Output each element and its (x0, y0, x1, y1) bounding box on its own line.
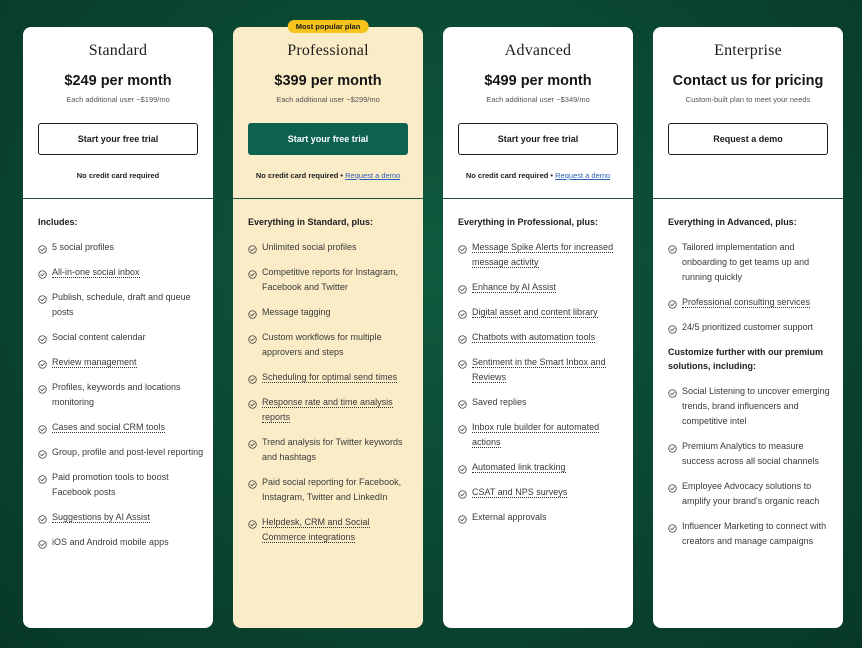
check-circle-icon (458, 359, 467, 368)
check-circle-icon (248, 519, 257, 528)
feature-link[interactable]: Cases and social CRM tools (52, 422, 166, 432)
feature-item (458, 355, 625, 385)
feature-item (248, 240, 415, 255)
no-credit-card-note (443, 171, 633, 180)
feature-item (668, 439, 835, 469)
check-circle-icon (458, 244, 467, 253)
no-credit-card-note (233, 171, 423, 180)
feature-item (458, 305, 625, 320)
start-free-trial-button[interactable]: Start your free trial (458, 123, 618, 155)
check-circle-icon (458, 309, 467, 318)
check-circle-icon (38, 334, 47, 343)
plan-additional-user-price: Each additional user ~$199/mo (66, 95, 170, 104)
feature-list (458, 215, 625, 535)
feature-list (668, 215, 835, 559)
feature-item (38, 510, 205, 525)
feature-text: Influencer Marketing to connect with creators and manage campaigns (682, 521, 827, 546)
feature-text: Social Listening to uncover emerging trends, brand influencers and competitive intel (682, 386, 830, 426)
plan-card-enterprise (653, 27, 843, 628)
feature-link[interactable]: Review management (52, 357, 137, 367)
feature-link[interactable]: Message Spike Alerts for increased message activity (472, 242, 614, 267)
check-circle-icon (38, 449, 47, 458)
plan-additional-user-price: Each additional user ~$299/mo (276, 95, 380, 104)
check-circle-icon (38, 424, 47, 433)
check-circle-icon (248, 479, 257, 488)
feature-item (248, 330, 415, 360)
check-circle-icon (38, 384, 47, 393)
most-popular-badge: Most popular plan (288, 20, 369, 33)
feature-item (248, 435, 415, 465)
no-credit-card-note (23, 171, 213, 180)
feature-link[interactable]: Professional consulting services (682, 297, 811, 307)
divider (23, 198, 213, 199)
feature-item (248, 475, 415, 505)
feature-item (38, 420, 205, 435)
plan-card-advanced (443, 27, 633, 628)
feature-text: Custom workflows for multiple approvers and steps (262, 332, 382, 357)
feature-text: Trend analysis for Twitter keywords and hashtags (262, 437, 403, 462)
feature-text: Message tagging (262, 307, 331, 317)
feature-text: External approvals (472, 512, 547, 522)
feature-text: Group, profile and post-level reporting (52, 447, 204, 457)
feature-item (668, 320, 835, 335)
feature-text: 24/5 prioritized customer support (682, 322, 814, 332)
check-circle-icon (668, 443, 677, 452)
feature-link[interactable]: Suggestions by AI Assist (52, 512, 151, 522)
plan-price: $249 per month (64, 73, 172, 89)
plan-name: Professional (287, 42, 369, 59)
feature-link[interactable]: Helpdesk, CRM and Social Commerce integrations (262, 517, 370, 542)
plan-card-professional (233, 22, 423, 628)
feature-item (248, 515, 415, 545)
feature-item (38, 290, 205, 320)
feature-item (458, 460, 625, 475)
note-text: No credit card required (76, 171, 160, 180)
check-circle-icon (458, 284, 467, 293)
feature-item (38, 380, 205, 410)
feature-text: Paid promotion tools to boost Facebook posts (52, 472, 169, 497)
start-free-trial-button[interactable]: Start your free trial (38, 123, 198, 155)
check-circle-icon (458, 399, 467, 408)
feature-item (458, 240, 625, 270)
plan-price: $499 per month (484, 73, 592, 89)
feature-item (38, 535, 205, 550)
feature-text: Saved replies (472, 397, 527, 407)
request-demo-link[interactable]: Request a demo (555, 171, 611, 180)
check-circle-icon (668, 324, 677, 333)
feature-item (458, 280, 625, 295)
feature-item (458, 395, 625, 410)
feature-item (248, 305, 415, 320)
feature-link[interactable]: CSAT and NPS surveys (472, 487, 568, 497)
feature-item (668, 519, 835, 549)
check-circle-icon (38, 294, 47, 303)
feature-item (248, 265, 415, 295)
divider (233, 198, 423, 199)
feature-item (248, 370, 415, 385)
feature-item (668, 479, 835, 509)
feature-text: Unlimited social profiles (262, 242, 357, 252)
plan-price: $399 per month (274, 73, 382, 89)
plan-price: Contact us for pricing (672, 73, 824, 89)
feature-link[interactable]: Digital asset and content library (472, 307, 598, 317)
check-circle-icon (458, 514, 467, 523)
feature-text: Social content calendar (52, 332, 146, 342)
plan-name: Advanced (504, 42, 572, 59)
check-circle-icon (668, 299, 677, 308)
check-circle-icon (668, 523, 677, 532)
plan-additional-user-price: Each additional user ~$349/mo (486, 95, 590, 104)
feature-text: Publish, schedule, draft and queue posts (52, 292, 191, 317)
check-circle-icon (38, 244, 47, 253)
plan-card-standard (23, 27, 213, 628)
feature-item (38, 265, 205, 280)
feature-section-heading: Customize further with our premium solutions, including: (668, 347, 824, 371)
plan-name: Standard (88, 42, 148, 59)
feature-link[interactable]: Inbox rule builder for automated actions (472, 422, 600, 447)
divider (443, 198, 633, 199)
feature-text: iOS and Android mobile apps (52, 537, 169, 547)
feature-section-heading: Everything in Standard, plus: (248, 217, 374, 227)
feature-text: 5 social profiles (52, 242, 115, 252)
feature-item (458, 330, 625, 345)
note-text: No credit card required • (465, 171, 554, 180)
feature-item (38, 240, 205, 255)
plan-name: Enterprise (714, 42, 782, 59)
feature-item (458, 420, 625, 450)
feature-link[interactable]: Automated link tracking (472, 462, 566, 472)
divider (653, 198, 843, 199)
check-circle-icon (248, 244, 257, 253)
feature-link[interactable]: Chatbots with automation tools (472, 332, 596, 342)
check-circle-icon (248, 399, 257, 408)
feature-link[interactable]: Scheduling for optimal send times (262, 372, 398, 382)
feature-item (668, 384, 835, 429)
feature-text: Tailored implementation and onboarding to get teams up and running quickly (682, 242, 810, 282)
feature-text: Competitive reports for Instagram, Facebook and Twitter (262, 267, 399, 292)
check-circle-icon (668, 244, 677, 253)
feature-item (458, 510, 625, 525)
feature-list (38, 215, 205, 560)
feature-item (38, 470, 205, 500)
feature-text: Employee Advocacy solutions to amplify your brand's organic reach (682, 481, 820, 506)
check-circle-icon (668, 483, 677, 492)
feature-link[interactable]: Response rate and time analysis reports (262, 397, 393, 422)
feature-item (668, 240, 835, 285)
feature-link[interactable]: Sentiment in the Smart Inbox and Reviews (472, 357, 606, 382)
check-circle-icon (248, 374, 257, 383)
feature-item (458, 485, 625, 500)
feature-list (248, 215, 415, 555)
feature-section-heading: Everything in Advanced, plus: (668, 217, 797, 227)
plan-tagline: Custom-built plan to meet your needs (685, 95, 811, 104)
check-circle-icon (38, 359, 47, 368)
start-free-trial-button[interactable]: Start your free trial (248, 123, 408, 155)
check-circle-icon (458, 464, 467, 473)
note-text: No credit card required • (255, 171, 344, 180)
feature-item (38, 445, 205, 460)
request-demo-button[interactable]: Request a demo (668, 123, 828, 155)
feature-link[interactable]: All-in-one social inbox (52, 267, 140, 277)
feature-text: Profiles, keywords and locations monitoring (52, 382, 181, 407)
check-circle-icon (248, 309, 257, 318)
check-circle-icon (668, 388, 677, 397)
feature-text: Paid social reporting for Facebook, Instagram, Twitter and LinkedIn (262, 477, 402, 502)
check-circle-icon (38, 474, 47, 483)
check-circle-icon (248, 334, 257, 343)
feature-section-heading: Includes: (38, 217, 78, 227)
request-demo-link[interactable]: Request a demo (345, 171, 401, 180)
check-circle-icon (38, 269, 47, 278)
feature-item (668, 295, 835, 310)
check-circle-icon (458, 334, 467, 343)
feature-item (38, 330, 205, 345)
feature-section-heading: Everything in Professional, plus: (458, 217, 599, 227)
feature-item (38, 355, 205, 370)
feature-item (248, 395, 415, 425)
check-circle-icon (458, 424, 467, 433)
feature-text: Premium Analytics to measure success across all social channels (682, 441, 820, 466)
feature-link[interactable]: Enhance by AI Assist (472, 282, 557, 292)
check-circle-icon (38, 539, 47, 548)
check-circle-icon (458, 489, 467, 498)
check-circle-icon (248, 439, 257, 448)
check-circle-icon (248, 269, 257, 278)
check-circle-icon (38, 514, 47, 523)
